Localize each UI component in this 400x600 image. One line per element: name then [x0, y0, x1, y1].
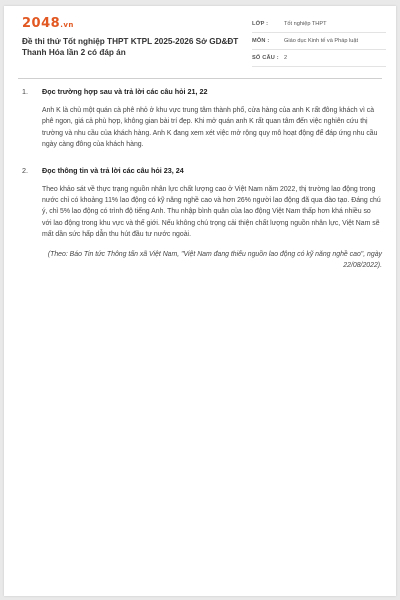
question-item [22, 86, 382, 151]
meta-value-class: Tốt nghiệp THPT [284, 21, 327, 27]
question-title: Đọc thông tin và trả lời các câu hỏi 23, 24 [42, 165, 184, 175]
document-page [4, 6, 396, 596]
question-source: (Theo: Báo Tin tức Thông tấn xã Việt Nam, "Việt Nam đang thiếu nguồn lao động có kỹ năng nghề cao", ngày 22/08/2022). [47, 250, 382, 270]
question-number: 1. [22, 87, 28, 96]
question-body: Theo khảo sát về thực trạng nguồn nhân lực chất lượng cao ở Việt Nam năm 2022, thị trường lao động trong nước chỉ có khoảng 11% lao động có kỹ năng nghề cao và hơn 26% người lao động đã qua đào tạo. Đáng chú ý, chỉ 5% lao động có trình độ tiếng Anh. Thu nhập bình quân của lao động Việt Nam thấp hơn khá nhiều so với lao động trong khu vực và thế giới. Nếu không chú trọng cải thiện chất lượng nguồn nhân lực, Việt Nam sẽ mất dần sức hấp dẫn thu hút đầu tư nước ngoài. [42, 185, 381, 239]
meta-label-class: LỚP : [252, 21, 269, 27]
question-list [22, 86, 382, 285]
meta-value-subject: Giáo dục Kinh tế và Pháp luật [284, 38, 359, 44]
question-body: Anh K là chủ một quán cà phê nhỏ ở khu vực trung tâm thành phố, cửa hàng của anh K rất đông khách vì cà phê ngon, giá cả phù hợp, không gian bài trí đẹp. Khi mở quán anh K rất quan tâm đến việc nghiên cứu thị trường và nhu cầu của khách hàng. Anh K đang xem xét việc mở rộng quy mô hoạt động để đáp ứng nhu cầu ngày càng đông của khách hàng. [42, 107, 378, 149]
header-divider [18, 78, 382, 79]
site-logo[interactable] [22, 16, 74, 31]
question-number: 2. [22, 165, 28, 175]
meta-value-count: 2 [284, 55, 288, 61]
logo-text: 2048 [22, 16, 61, 31]
question-heading [22, 86, 382, 97]
meta-row-count [252, 50, 386, 67]
question-item [22, 165, 382, 272]
logo-suffix: .vn [60, 21, 74, 29]
meta-label-count: SỐ CÂU : [252, 55, 279, 61]
meta-row-subject [252, 33, 386, 50]
meta-row-class [252, 16, 386, 33]
meta-label-subject: MÔN : [252, 38, 270, 44]
document-title: Đề thi thử Tốt nghiệp THPT KTPL 2025-2026 Sở GD&ĐT Thanh Hóa lần 2 có đáp án [22, 37, 239, 57]
question-title: Đọc trường hợp sau và trả lời các câu hỏi 21, 22 [42, 87, 208, 96]
question-heading [22, 165, 382, 176]
document-meta [252, 16, 386, 67]
document-header [4, 6, 396, 74]
